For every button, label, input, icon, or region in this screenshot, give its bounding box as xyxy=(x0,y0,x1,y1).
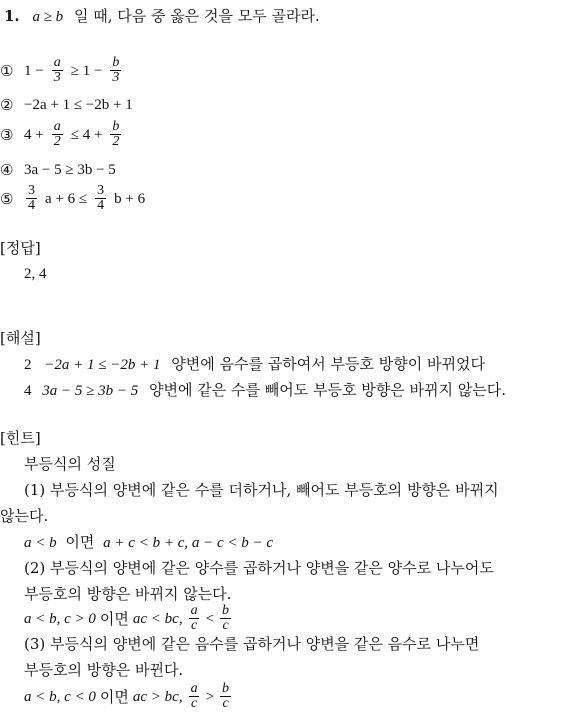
hint-math: a < b xyxy=(24,535,57,551)
fraction xyxy=(52,120,63,149)
explanation-expr: 3a − 5 ≥ 3b − 5 xyxy=(42,383,139,399)
fraction-denominator: c xyxy=(190,696,198,711)
fraction-numerator: 3 xyxy=(28,183,35,198)
question-text: 일 때, 다음 중 옳은 것을 모두 골라라. xyxy=(73,7,320,25)
explanation-text: 양변에 같은 수를 빼어도 부등호 방향은 바뀌지 않는다. xyxy=(149,381,506,399)
option-1 xyxy=(0,56,123,85)
hint-property-3-line-2: 부등호의 방향은 바뀐다. xyxy=(24,661,184,679)
explanation-line-2 xyxy=(24,380,506,401)
answer-value: 2, 4 xyxy=(24,266,47,282)
hint-ifthen: 이면 xyxy=(99,687,129,706)
fraction-denominator: 2 xyxy=(53,134,61,149)
option-marker: ⑤ xyxy=(0,189,14,208)
question-number: 1. xyxy=(4,7,20,25)
option-2 xyxy=(0,95,133,115)
fraction xyxy=(95,184,106,213)
hint-property-1-line-2: 않는다. xyxy=(0,507,49,525)
fraction xyxy=(220,682,231,711)
fraction-numerator: a xyxy=(53,119,61,134)
fraction-numerator: a xyxy=(190,681,198,696)
option-expr-part: 4 + xyxy=(24,126,44,143)
explanation-expr: −2a + 1 ≤ −2b + 1 xyxy=(44,357,161,373)
fraction xyxy=(189,604,200,633)
explanation-choice-number: 2 xyxy=(24,357,32,373)
hint-math-operator: > xyxy=(205,688,215,705)
fraction xyxy=(189,682,200,711)
option-expr: −2a + 1 ≤ −2b + 1 xyxy=(24,97,133,113)
option-expr-part: b + 6 xyxy=(114,190,146,207)
hint-ifthen: 이면 xyxy=(99,609,129,628)
option-3 xyxy=(0,120,123,149)
fraction-denominator: 4 xyxy=(28,198,35,213)
fraction-numerator: b xyxy=(222,603,230,618)
question-condition: a ≥ b xyxy=(32,9,64,25)
option-expr-part: a + 6 ≤ xyxy=(45,190,88,207)
hint-property-3-math xyxy=(24,682,233,711)
fraction-numerator: b xyxy=(222,681,230,696)
fraction-numerator: 3 xyxy=(97,183,105,198)
option-marker: ② xyxy=(0,96,14,114)
hint-math: a < b, c > 0 xyxy=(24,610,96,627)
hint-math: a < b, c < 0 xyxy=(24,688,96,705)
question-line xyxy=(4,6,320,27)
option-expr: 3a − 5 ≥ 3b − 5 xyxy=(24,162,116,178)
hint-property-2-math xyxy=(24,604,233,633)
fraction xyxy=(110,56,121,85)
hint-title: 부등식의 성질 xyxy=(24,455,116,473)
hint-ifthen: 이면 xyxy=(65,533,95,551)
fraction-denominator: c xyxy=(190,618,198,633)
hint-heading: [힌트] xyxy=(0,429,41,447)
answer-heading: [정답] xyxy=(0,239,41,257)
explanation-choice-number: 4 xyxy=(24,383,32,399)
hint-property-1-line-1: (1) 부등식의 양변에 같은 수를 더하거나, 빼어도 부등호의 방향은 바뀌지 xyxy=(24,481,499,499)
fraction xyxy=(110,120,121,149)
option-marker: ④ xyxy=(0,161,14,179)
hint-property-1-math xyxy=(24,532,273,553)
option-expr-part: ≤ 4 + xyxy=(70,126,103,143)
fraction-denominator: 3 xyxy=(112,70,120,85)
fraction-denominator: c xyxy=(222,618,229,633)
explanation-text: 양변에 음수를 곱하여서 부등호 방향이 바뀌었다 xyxy=(171,355,485,373)
option-4 xyxy=(0,160,116,180)
option-marker: ① xyxy=(0,61,14,80)
fraction-denominator: 2 xyxy=(112,134,120,149)
fraction-numerator: a xyxy=(53,55,61,70)
fraction-numerator: b xyxy=(112,55,120,70)
fraction xyxy=(220,604,231,633)
explanation-line-1 xyxy=(24,354,485,375)
fraction-denominator: 4 xyxy=(97,198,105,213)
fraction-numerator: b xyxy=(112,119,120,134)
option-5 xyxy=(0,184,145,213)
fraction xyxy=(52,56,63,85)
hint-property-3-line-1: (3) 부등식의 양변에 같은 음수를 곱하거나 양변을 같은 음수로 나누면 xyxy=(24,635,480,653)
fraction-denominator: 3 xyxy=(53,70,61,85)
hint-math: a + c < b + c, a − c < b − c xyxy=(103,535,274,551)
fraction-denominator: c xyxy=(222,696,229,711)
option-expr-part: ≥ 1 − xyxy=(70,62,103,79)
hint-math: ac > bc, xyxy=(132,688,183,705)
fraction xyxy=(26,184,37,213)
hint-property-2-line-2: 부등호의 방향은 바뀌지 않는다. xyxy=(24,585,232,603)
option-expr-part: 1 − xyxy=(24,62,44,79)
fraction-numerator: a xyxy=(190,603,198,618)
hint-math-operator: < xyxy=(205,610,215,627)
hint-property-2-line-1: (2) 부등식의 양변에 같은 양수를 곱하거나 양변을 같은 양수로 나누어도 xyxy=(24,559,494,577)
hint-math: ac < bc, xyxy=(132,610,183,627)
explanation-heading: [해설] xyxy=(0,329,41,347)
option-marker: ③ xyxy=(0,125,14,144)
